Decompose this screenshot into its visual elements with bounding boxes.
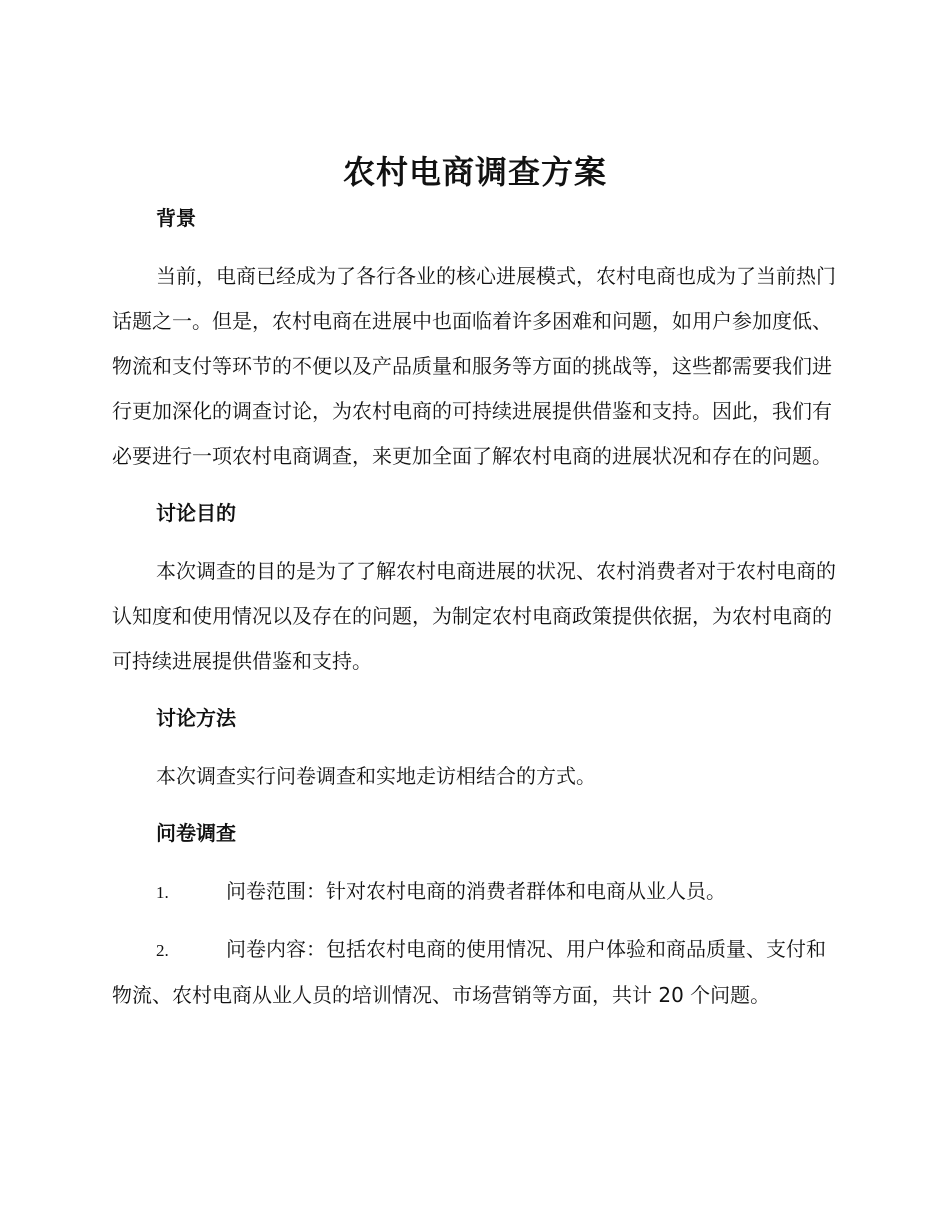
document-title: 农村电商调查方案 [342, 153, 607, 191]
list-item-number: 2. [156, 941, 169, 960]
background-paragraph: 当前，电商已经成为了各行各业的核心进展模式，农村电商也成为了当前热门话题之一。但是，农村电商在进展中也面临着许多困难和问题，如用户参加度低、物流和支付等环节的不便以及产品质量和服务等方面的挑战等，这些都需要我们进行更加深化的调查讨论，为农村电商的可持续进展提供借鉴和支持。因此，我们有必要进行一项农村电商调查，来更加全面了解农村电商的进展状况和存在的问题。 [112, 264, 836, 468]
list-item-text: 问卷范围：针对农村电商的消费者群体和电商从业人员。 [226, 879, 726, 903]
purpose-paragraph: 本次调查的目的是为了了解农村电商进展的状况、农村消费者对于农村电商的认知度和使用情况以及存在的问题，为制定农村电商政策提供依据，为农村电商的可持续进展提供借鉴和支持。 [112, 559, 836, 673]
section-heading-background: 背景 [156, 206, 196, 230]
list-item-number: 1. [156, 883, 169, 902]
document-body [112, 196, 837, 1030]
list-item [112, 927, 837, 1018]
section-heading-questionnaire: 问卷调查 [156, 821, 236, 845]
section-heading-purpose: 讨论目的 [156, 501, 236, 525]
list-item-text: 问卷内容：包括农村电商的使用情况、用户体验和商品质量、支付和物流、农村电商从业人员的培训情况、市场营销等方面，共计 20 个问题。 [112, 937, 826, 1007]
method-paragraph: 本次调查实行问卷调查和实地走访相结合的方式。 [156, 764, 596, 788]
section-heading-method: 讨论方法 [156, 706, 236, 730]
list-item [112, 869, 837, 915]
